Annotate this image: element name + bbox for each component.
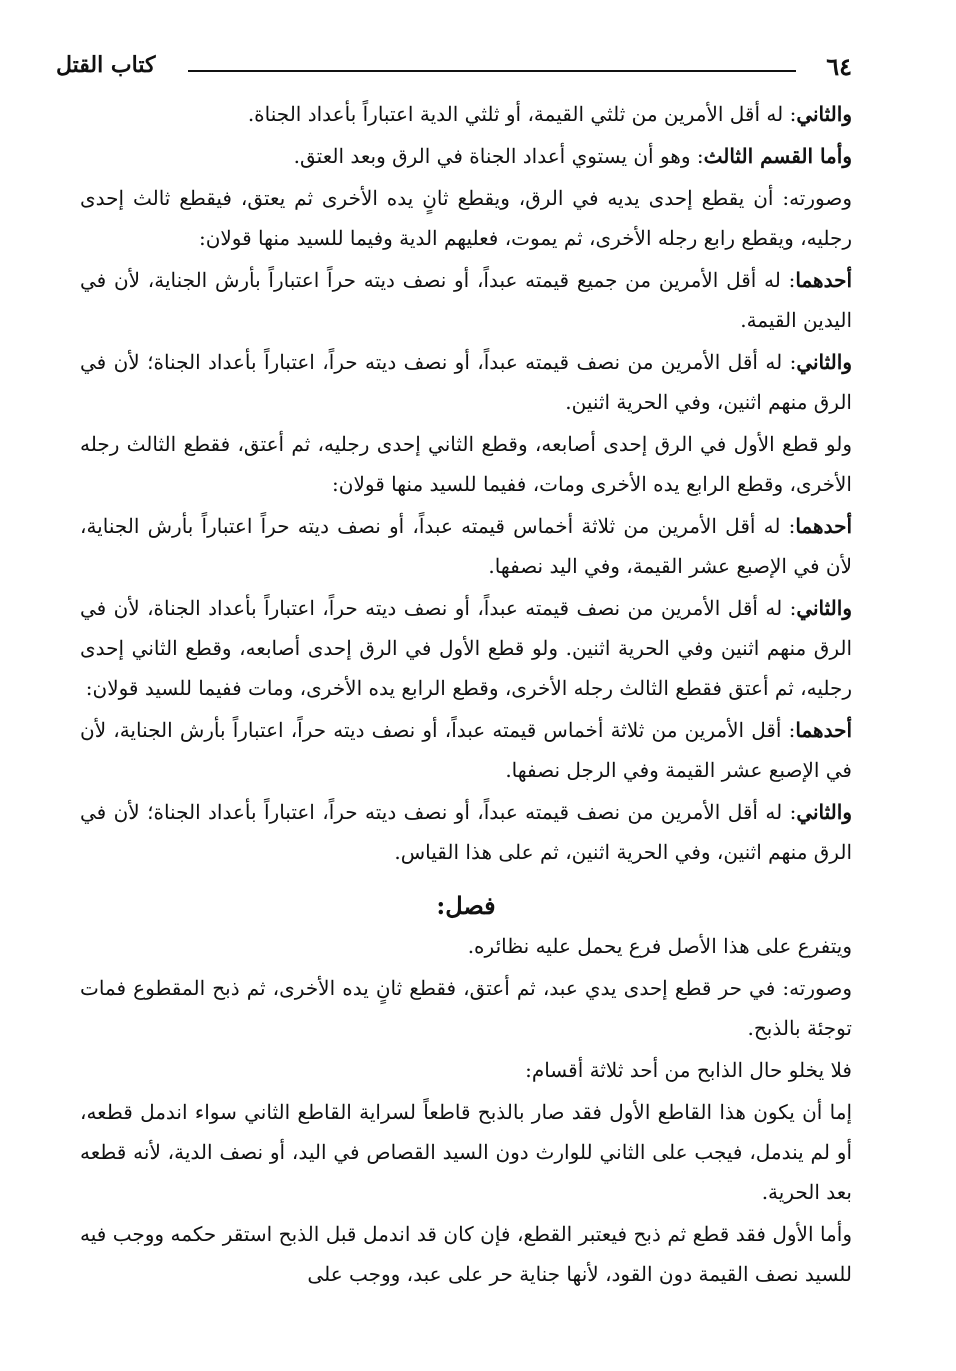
paragraph-lead: والثاني bbox=[796, 596, 852, 620]
paragraph bbox=[80, 588, 852, 708]
paragraph bbox=[80, 94, 852, 134]
paragraph-text: : أقل الأمرين من ثلاثة أخماس قيمته عبداً، أو نصف ديته حراً، اعتباراً بأرش الجناية، لأن في الإصبع عشر القيمة وفي الرجل نصفها. bbox=[80, 718, 852, 782]
paragraph bbox=[80, 342, 852, 422]
paragraph: وأما الأول فقد قطع ثم ذبح فيعتبر القطع، فإن كان قد اندمل قبل الذبح استقر حكمه ووجب فيه للسيد نصف القيمة دون القود، لأنها جناية حر على عبد، ووجب على bbox=[80, 1222, 852, 1286]
paragraph bbox=[80, 792, 852, 872]
section-title: فصل: bbox=[436, 891, 496, 920]
paragraph bbox=[80, 136, 852, 176]
paragraph-lead: والثاني bbox=[796, 102, 852, 126]
header-rule bbox=[188, 70, 796, 72]
paragraph-text: : له أقل الأمرين من نصف قيمته عبداً، أو نصف ديته حراً، اعتباراً بأعداد الجناة؛ لأن في الرق منهم اثنين، وفي الحرية اثنين، ثم على هذا القياس. bbox=[80, 800, 852, 864]
paragraph bbox=[80, 710, 852, 790]
paragraph-lead: أحدهما bbox=[795, 268, 852, 292]
paragraph bbox=[80, 506, 852, 586]
paragraph-lead: والثاني bbox=[796, 800, 852, 824]
paragraph-text: : له أقل الأمرين من ثلثي القيمة، أو ثلثي الدية اعتباراً بأعداد الجناة. bbox=[247, 102, 797, 126]
paragraph-text: : له أقل الأمرين من جميع قيمته عبداً، أو نصف ديته حراً اعتباراً بأرش الجناية، لأن في اليدين القيمة. bbox=[80, 268, 852, 332]
paragraph: وصورته: في حر قطع إحدى يدي عبد، ثم أعتق، فقطع ثانٍ يده الأخرى، ثم ذبح المقطوع فمات توجئة بالذبح. bbox=[80, 976, 852, 1040]
paragraph-text: : وهو أن يستوي أعداد الجناة في الرق وبعد العتق. bbox=[293, 144, 704, 168]
paragraph-text: وصورته: أن يقطع إحدى يديه في الرق، ويقطع ثانٍ يده الأخرى ثم يعتق، فيقطع ثالث إحدى رجليه، ويقطع رابع رجله الأخرى، ثم يموت، فعليهم الدية وفيما للسيد منها قولان: bbox=[80, 186, 852, 250]
page-body bbox=[80, 94, 852, 1296]
paragraph-lead: وأما القسم الثالث bbox=[703, 144, 852, 168]
paragraph-lead: أحدهما bbox=[795, 718, 852, 742]
paragraph bbox=[80, 260, 852, 340]
paragraph-text: : له أقل الأمرين من نصف قيمته عبداً، أو نصف ديته حراً، اعتباراً بأعداد الجناة؛ لأن في الرق منهم اثنين، وفي الحرية اثنين. bbox=[80, 350, 852, 414]
paragraph: إما أن يكون هذا القاطع الأول فقد صار بالذبح قاطعاً لسراية القاطع الثاني سواء اندمل قطعه، أو لم يندمل، فيجب على الثاني للوارث دون السيد القصاص في اليد، أو نصف الدية، لأنه قطعه بعد الحرية. bbox=[80, 1100, 852, 1204]
chapter-title: كتاب القتل bbox=[56, 52, 156, 78]
paragraph-text: ولو قطع الأول في الرق إحدى أصابعه، وقطع الثاني إحدى رجليه، ثم أعتق، فقطع الثالث رجله الأخرى، وقطع الرابع يده الأخرى ومات، ففيما للسيد منها قولان: bbox=[80, 432, 852, 496]
page-header bbox=[56, 50, 852, 90]
paragraph bbox=[80, 178, 852, 258]
paragraph: فلا يخلو حال الذابح من أحد ثلاثة أقسام: bbox=[525, 1058, 852, 1082]
paragraph-text: : له أقل الأمرين من ثلاثة أخماس قيمته عبداً، أو نصف ديته حراً اعتباراً بأرش الجناية، لأن في الإصبع عشر القيمة، وفي اليد نصفها. bbox=[80, 514, 852, 578]
paragraph-text: : له أقل الأمرين من نصف قيمته عبداً، أو نصف ديته حراً، اعتباراً بأعداد الجناة، لأن في الرق منهم اثنين وفي الحرية اثنين. ولو قطع الأول في الرق إحدى أصابعه، وقطع الثاني إحدى رجليه، ثم أعتق فقطع الثالث رجله الأخرى، وقطع الرابع يده الأخرى، ومات ففيما للسيد قولان: bbox=[80, 596, 852, 700]
page-number: ٦٤ bbox=[826, 52, 852, 81]
paragraph-lead: أحدهما bbox=[795, 514, 852, 538]
paragraph bbox=[80, 424, 852, 504]
paragraph-lead: والثاني bbox=[796, 350, 852, 374]
paragraph: ويتفرع على هذا الأصل فرع يحمل عليه نظائره. bbox=[467, 934, 852, 958]
